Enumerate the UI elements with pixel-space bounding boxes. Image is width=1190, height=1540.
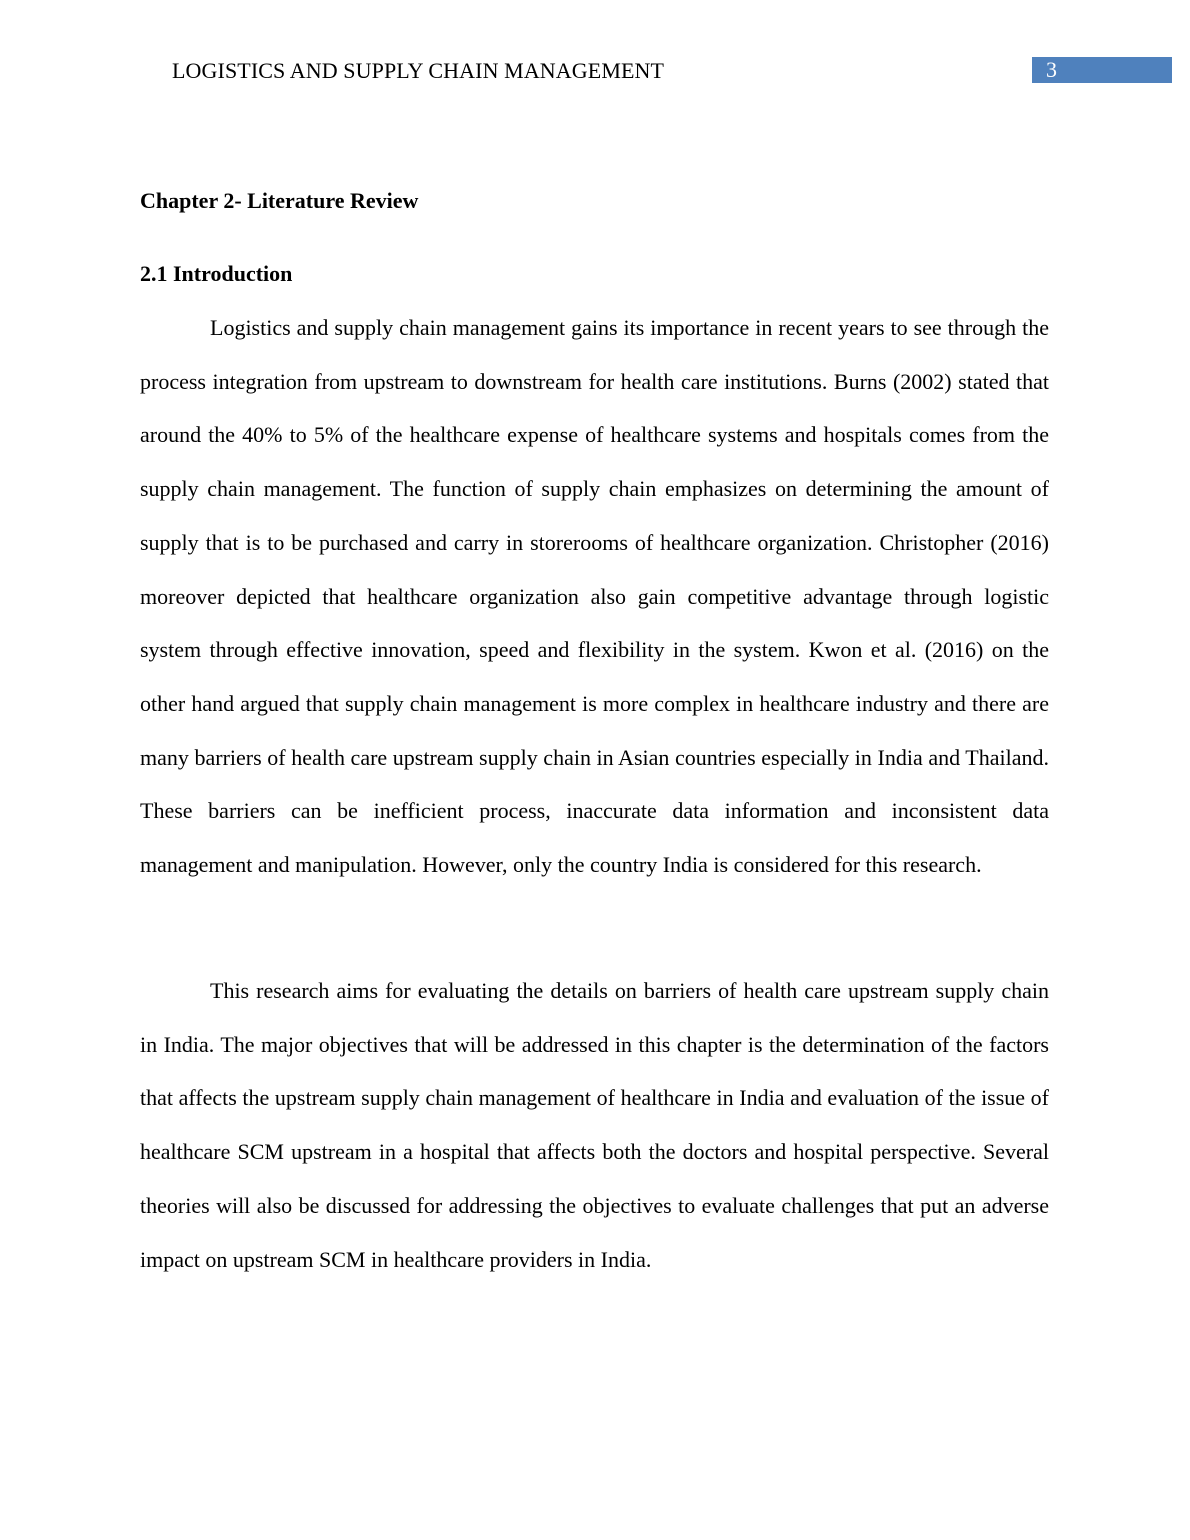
running-header-title: LOGISTICS AND SUPPLY CHAIN MANAGEMENT	[172, 58, 665, 83]
paragraph-1-text-b: . (2016) on the other hand argued that supply chain management is more complex in healthcare industry and there are many barriers of health care upstream supply chain in Asian countries especially in India and Thailand. These barriers can be inefficient process, inaccurate data information and inconsistent data management and manipulation. However, only the country India is considered for this research.	[140, 637, 1049, 878]
paragraph-2: This research aims for evaluating the details on barriers of health care upstream supply chain in India. The major objectives that will be addressed in this chapter is the determination of the factors that affects the upstream supply chain management of healthcare in India and evaluation of the issue of healthcare SCM upstream in a hospital that affects both the doctors and hospital perspective. Several theories will also be discussed for addressing the objectives to evaluate challenges that put an adverse impact on upstream SCM in healthcare providers in India.	[140, 978, 1049, 1272]
paragraph-1-italic: et al	[870, 637, 911, 663]
page-number: 3	[1046, 57, 1057, 82]
paragraph-1-text-a: Logistics and supply chain management gains its importance in recent years to see through the process integration from upstream to downstream for health care institutions. Burns (2002) stated that around the 40% to 5% of the healthcare expense of healthcare systems and hospitals comes from the supply chain management. The function of supply chain emphasizes on determining the amount of supply that is to be purchased and carry in storerooms of healthcare organization. Christopher (2016) moreover depicted that healthcare organization also gain competitive advantage through logistic system through effective innovation, speed and flexibility in the system. Kwon	[140, 315, 1049, 663]
paragraph-1	[140, 301, 1049, 892]
section-title: 2.1 Introduction	[140, 261, 293, 286]
page-number-badge	[1032, 57, 1172, 83]
chapter-title: Chapter 2- Literature Review	[140, 188, 419, 213]
